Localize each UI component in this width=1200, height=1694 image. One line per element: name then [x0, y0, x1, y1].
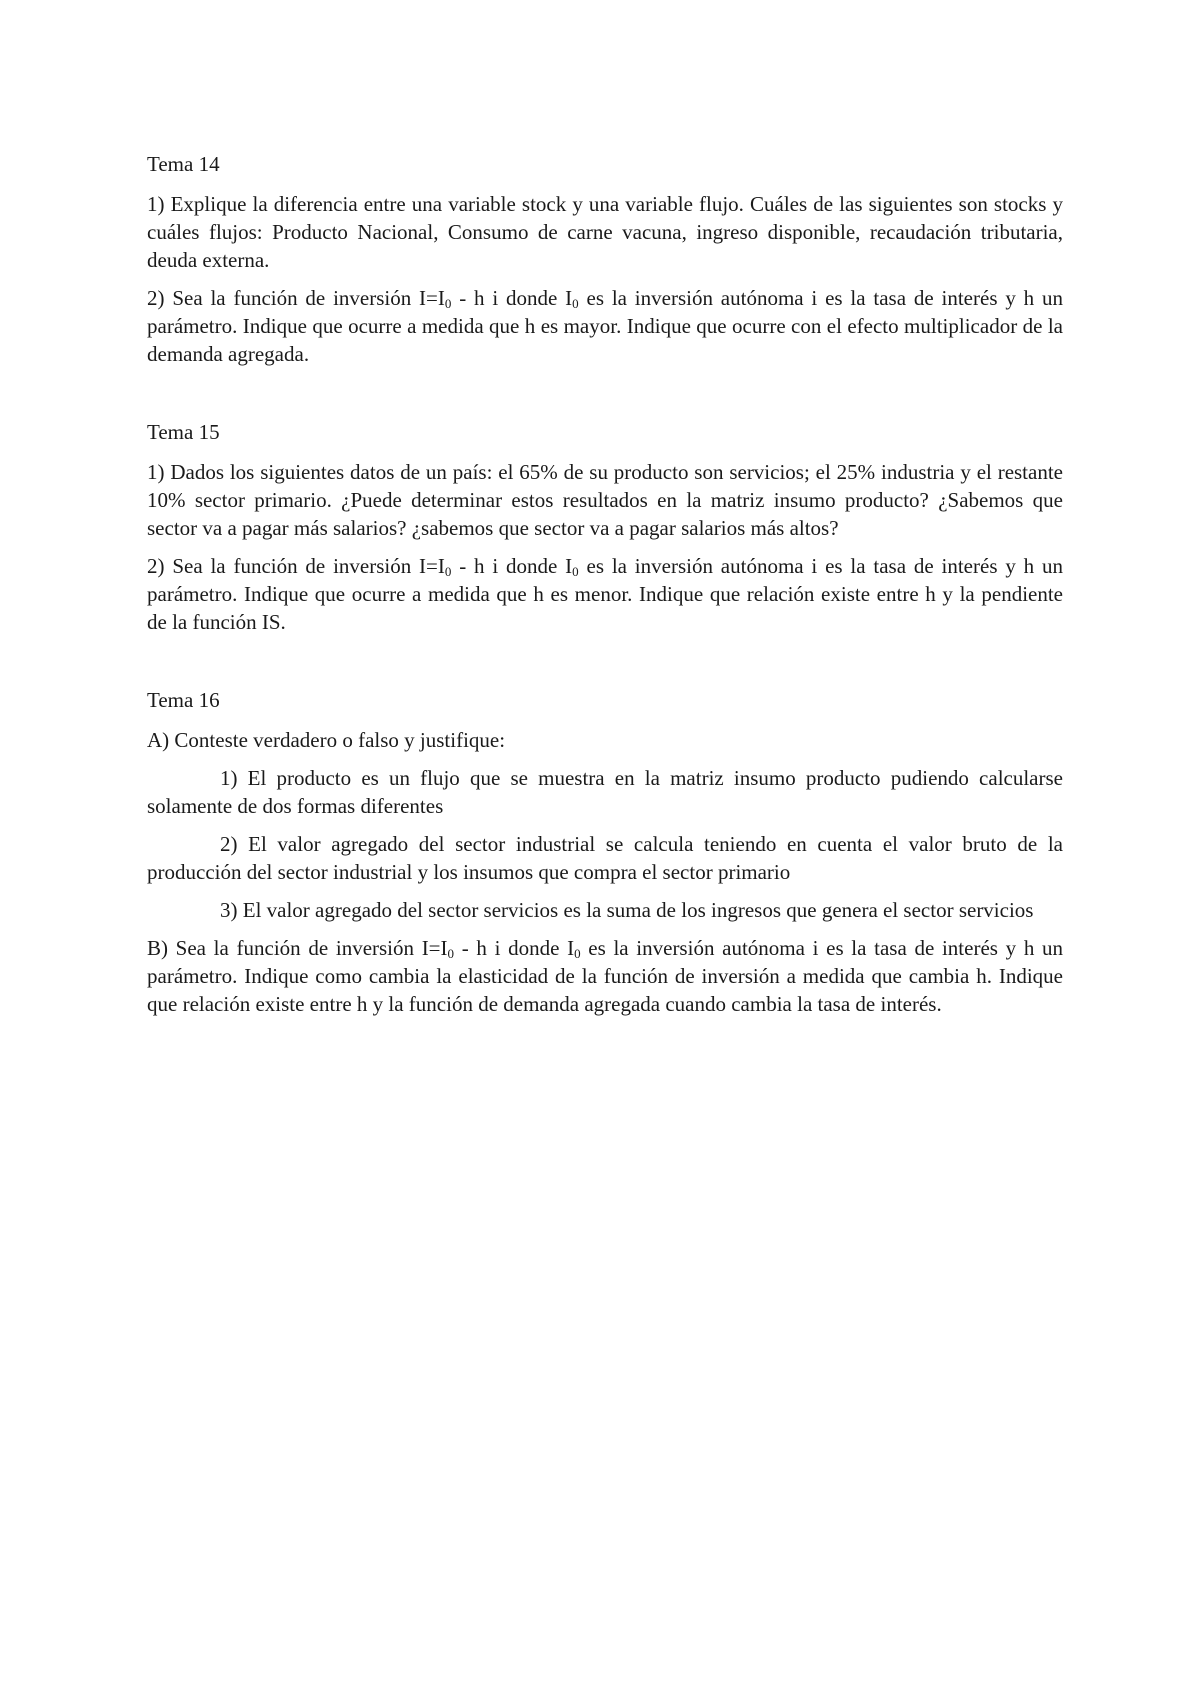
part-b: B) Sea la función de inversión $I=I_0 - h$ i donde $I_0$ es la inversión autónoma i es la tasa de interés y h un parámetro. Indique como cambia la elasticidad de la función de inversión a medida que cambia h. Indique que relación existe entre h y la función de demanda agregada cuando cambia la tasa de interés.	[147, 936, 1063, 1016]
section-title: Tema 14	[147, 152, 220, 176]
section-title: Tema 16	[147, 688, 220, 712]
section-title: Tema 15	[147, 420, 220, 444]
statement-1: 1) El producto es un flujo que se muestra en la matriz insumo producto pudiendo calcularse solamente de dos formas diferentes	[147, 766, 1063, 818]
part-a-intro: A) Conteste verdadero o falso y justifique:	[147, 728, 506, 752]
section-tema-15	[147, 418, 1063, 636]
question-2: 2) Sea la función de inversión $I=I_0 - h$ i donde $I_0$ es la inversión autónoma i es la tasa de interés y h un parámetro. Indique que ocurre a medida que h es menor. Indique que relación existe entre h y la pendiente de la función IS.	[147, 554, 1063, 634]
section-tema-14	[147, 150, 1063, 368]
document-page	[147, 150, 1063, 1028]
statement-2: 2) El valor agregado del sector industrial se calcula teniendo en cuenta el valor bruto de la producción del sector industrial y los insumos que compra el sector primario	[147, 832, 1063, 884]
question-2: 2) Sea la función de inversión $I=I_0 - h$ i donde $I_0$ es la inversión autónoma i es la tasa de interés y h un parámetro. Indique que ocurre a medida que h es mayor. Indique que ocurre con el efecto multiplicador de la demanda agregada.	[147, 286, 1063, 366]
statement-3: 3) El valor agregado del sector servicios es la suma de los ingresos que genera el sector servicios	[220, 898, 1034, 922]
question-1: 1) Dados los siguientes datos de un país: el 65% de su producto son servicios; el 25% industria y el restante 10% sector primario. ¿Puede determinar estos resultados en la matriz insumo producto? ¿Sabemos que sector va a pagar más salarios? ¿sabemos que sector va a pagar salarios más altos?	[147, 460, 1063, 540]
section-tema-16	[147, 686, 1063, 1018]
question-1: 1) Explique la diferencia entre una variable stock y una variable flujo. Cuáles de las siguientes son stocks y cuáles flujos: Producto Nacional, Consumo de carne vacuna, ingreso disponible, recaudación tributaria, deuda externa.	[147, 192, 1063, 272]
